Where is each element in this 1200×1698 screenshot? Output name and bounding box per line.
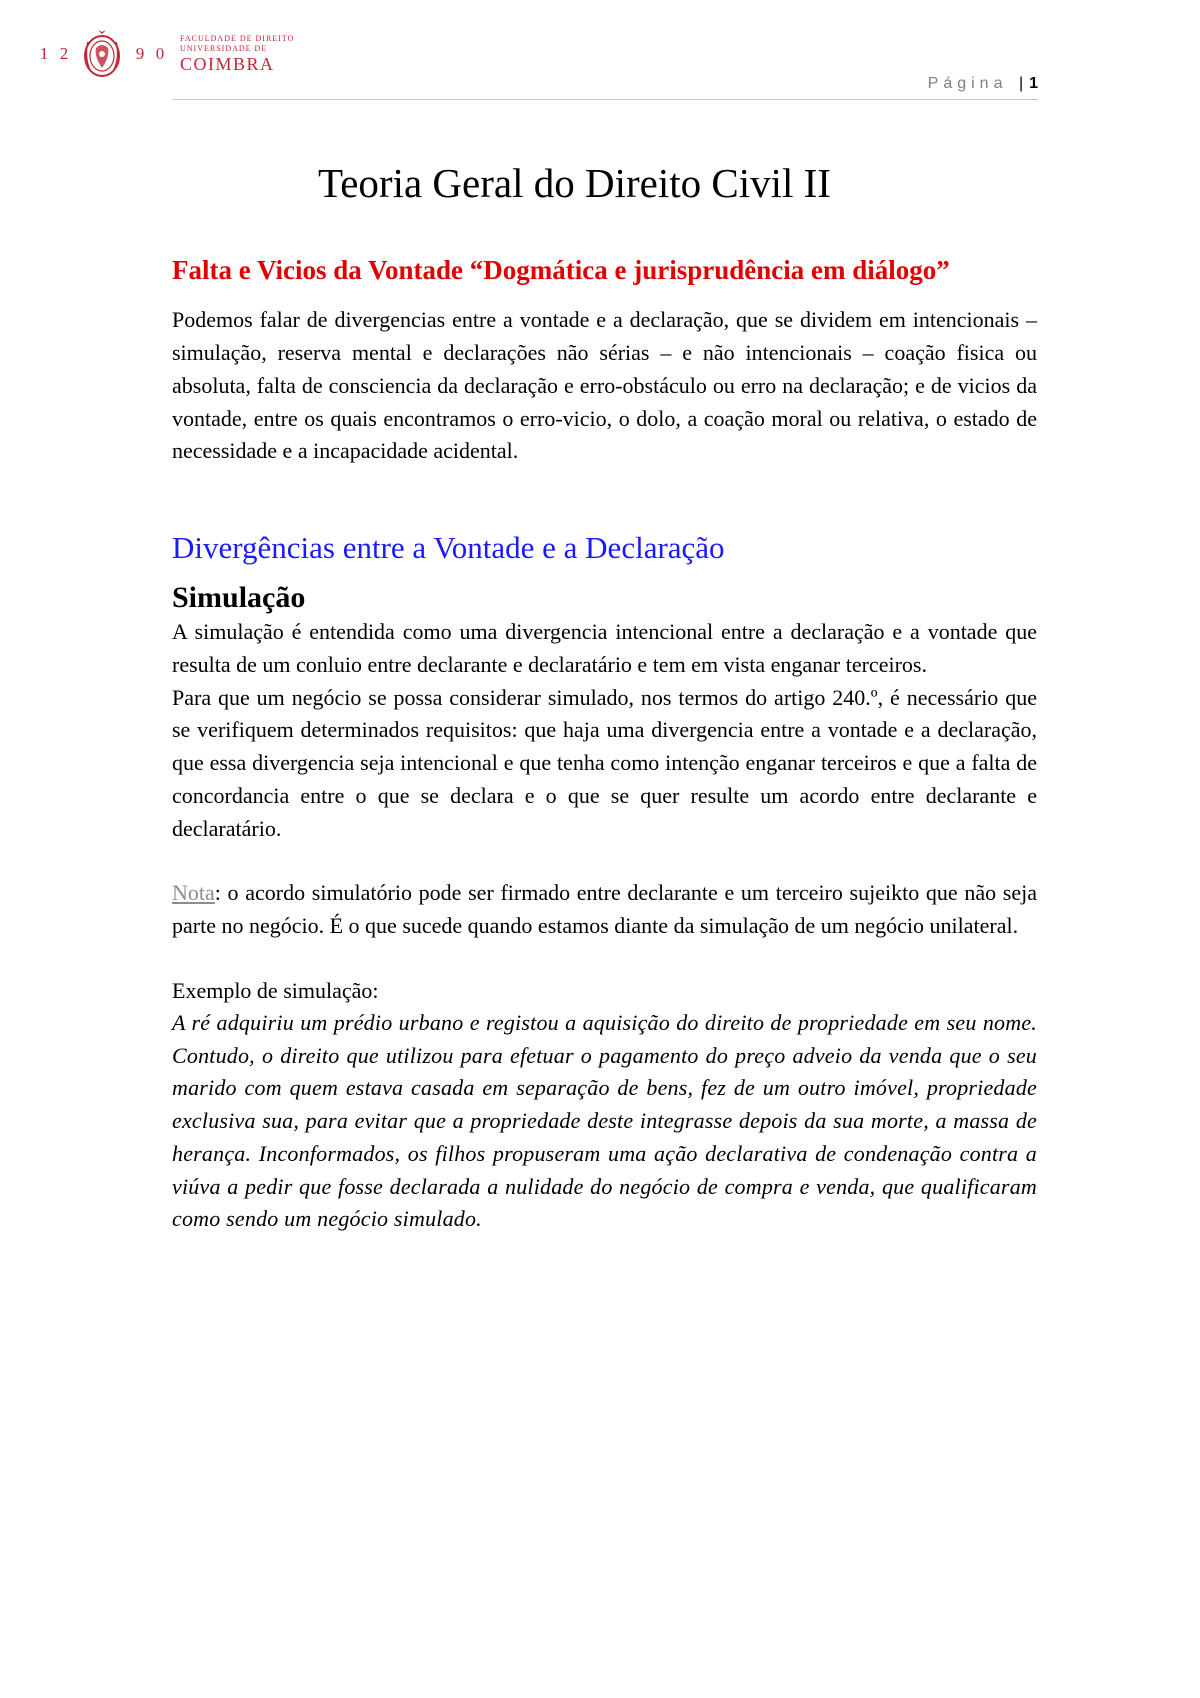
university-seal-icon xyxy=(80,28,124,80)
logo-university-line: UNIVERSIDADE DE xyxy=(180,44,268,53)
example-paragraph: A ré adquiriu um prédio urbano e registou a aquisição do direito de propriedade em seu nome. Contudo, o direito que utilizou para efetuar o pagamento do preço adveio da venda que o seu marido com quem estava casada em separação de bens, fez de um outro imóvel, propriedade exclusiva sua, para evitar que a propriedade deste integrasse depois da sua morte, a massa de herança. Inconformados, os filhos propuseram uma ação declarativa de condenação contra a viúva a pedir que fosse declarada a nulidade do negócio de compra e venda, que qualificaram como sendo um negócio simulado. xyxy=(172,1009,1037,1232)
section-title: Falta e Vicios da Vontade “Dogmática e jurisprudência em diálogo” xyxy=(172,255,950,286)
page-header xyxy=(0,0,1200,110)
simulacao-paragraph-2: Para que um negócio se possa considerar simulado, nos termos do artigo 240.º, é necessário que se verifiquem determinados requisitos: que haja uma divergencia entre a vontade e a declaração, que essa divergencia seja intencional e que tenha como intenção enganar terceiros e que a falta de concordancia entre o que se declara e o que se quer resulte um acordo entre declarante e declaratário. xyxy=(172,684,1037,841)
heading-simulacao: Simulação xyxy=(172,581,306,615)
logo-faculty-line: FACULDADE DE DIREITO xyxy=(180,34,295,43)
logo-digit: 9 xyxy=(135,44,145,63)
logo-year-left xyxy=(34,44,74,64)
logo-coimbra: COIMBRA xyxy=(180,54,275,74)
nota-paragraph xyxy=(172,877,1037,943)
nota-label: Nota xyxy=(172,880,215,906)
page-number-indicator xyxy=(928,75,1038,93)
example-label: Exemplo de simulação: xyxy=(172,977,379,1003)
intro-paragraph: Podemos falar de divergencias entre a vontade e a declaração, que se dividem em intencionais – simulação, reserva mental e declarações não sérias – e não intencionais – coação fisica ou absoluta, falta de consciencia da declaração e erro-obstáculo ou erro na declaração; e de vicios da vontade, entre os quais encontramos o erro-vicio, o dolo, a coação moral ou relativa, o estado de necessidade e a incapacidade acidental. xyxy=(172,307,1037,464)
document-body xyxy=(172,160,1037,1236)
logo-wordmark xyxy=(180,35,294,73)
logo-digit: 1 xyxy=(39,44,49,63)
spacer xyxy=(172,943,1037,975)
simulacao-paragraph-1: A simulação é entendida como uma divergencia intencional entre a declaração e a vontade que resulta de um conluio entre declarante e declaratário e tem em vista enganar terceiros. xyxy=(172,619,1037,677)
document-title: Teoria Geral do Direito Civil II xyxy=(318,160,831,206)
logo-digit: 0 xyxy=(155,44,165,63)
page-number: 1 xyxy=(1029,75,1038,92)
heading-divergencias: Divergências entre a Vontade e a Declaração xyxy=(172,530,725,566)
spacer xyxy=(172,845,1037,877)
page-label: Página xyxy=(927,75,1008,92)
logo-year-right xyxy=(130,44,170,64)
page-separator: | xyxy=(1018,75,1024,92)
university-logo xyxy=(34,28,294,80)
header-divider xyxy=(172,99,1038,100)
logo-digit: 2 xyxy=(59,44,69,63)
nota-text: : o acordo simulatório pode ser firmado entre declarante e um terceiro sujeikto que não seja parte no negócio. É o que sucede quando estamos diante da simulação de um negócio unilateral. xyxy=(172,880,1037,939)
